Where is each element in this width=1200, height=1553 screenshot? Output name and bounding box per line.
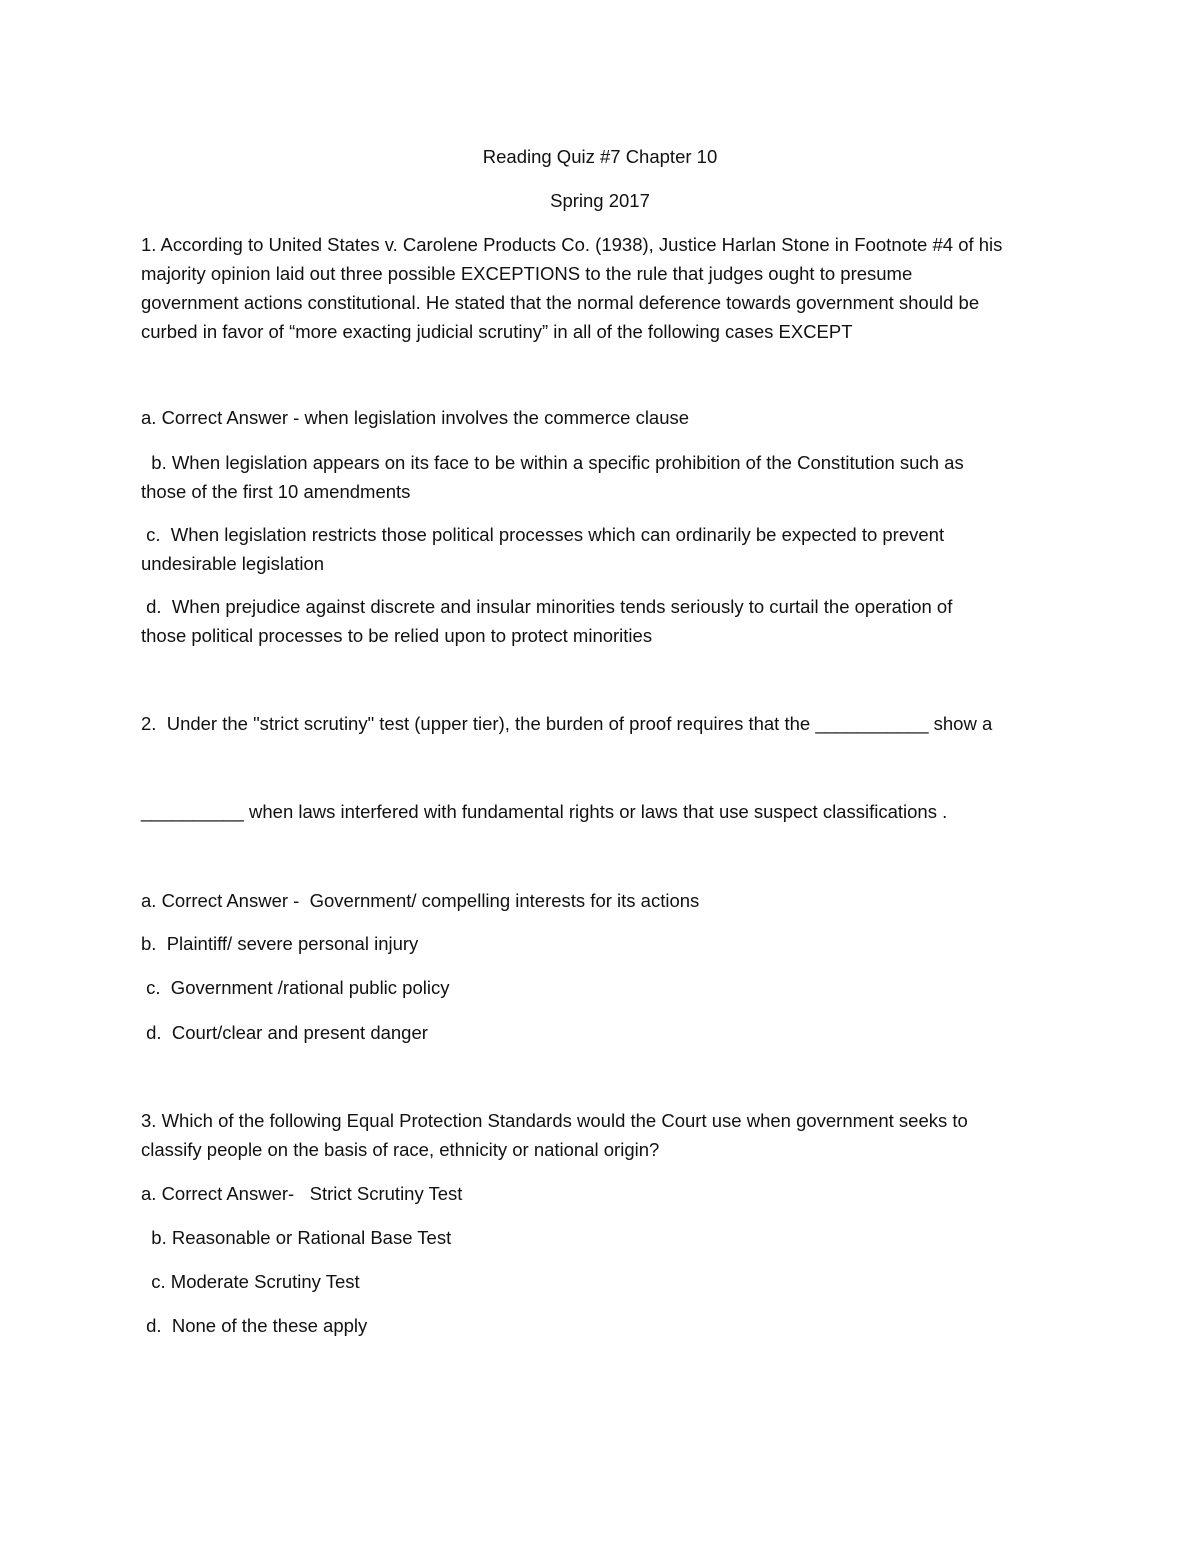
question-1-option-a: a. Correct Answer - when legislation involves the commerce clause <box>141 407 690 428</box>
question-3-text-line-1: 3. Which of the following Equal Protection Standards would the Court use when government seeks to <box>141 1110 968 1131</box>
page-title: Reading Quiz #7 Chapter 10 <box>482 146 718 167</box>
question-3-option-d: d. None of the these apply <box>141 1315 368 1336</box>
question-2-text-line-2: __________ when laws interfered with fundamental rights or laws that use suspect classifications . <box>141 801 948 822</box>
question-2-option-d: d. Court/clear and present danger <box>141 1022 428 1043</box>
question-2-option-c: c. Government /rational public policy <box>141 977 450 998</box>
question-1-option-c-line-2: undesirable legislation <box>141 553 325 574</box>
question-2-option-b: b. Plaintiff/ severe personal injury <box>141 933 419 954</box>
question-3-option-c: c. Moderate Scrutiny Test <box>141 1271 360 1292</box>
question-1-option-d-line-2: those political processes to be relied upon to protect minorities <box>141 625 653 646</box>
question-1-text-line-2: majority opinion laid out three possible EXCEPTIONS to the rule that judges ought to presume <box>141 263 913 284</box>
question-2-text-line-1: 2. Under the "strict scrutiny" test (upper tier), the burden of proof requires that the ___________ show a <box>141 713 993 734</box>
question-3-option-b: b. Reasonable or Rational Base Test <box>141 1227 452 1248</box>
question-1-option-b-line-1: b. When legislation appears on its face to be within a specific prohibition of the Constitution such as <box>141 452 964 473</box>
question-1-option-d-line-1: d. When prejudice against discrete and insular minorities tends seriously to curtail the operation of <box>141 596 953 617</box>
question-1-text-line-4: curbed in favor of “more exacting judicial scrutiny” in all of the following cases EXCEPT <box>141 321 853 342</box>
question-3-option-a: a. Correct Answer- Strict Scrutiny Test <box>141 1183 463 1204</box>
question-1-text-line-3: government actions constitutional. He stated that the normal deference towards government should be <box>141 292 980 313</box>
question-1-option-c-line-1: c. When legislation restricts those political processes which can ordinarily be expected to prevent <box>141 524 945 545</box>
question-2-option-a: a. Correct Answer - Government/ compelling interests for its actions <box>141 890 700 911</box>
page-subtitle-term: Spring 2017 <box>550 190 650 211</box>
question-1-option-b-line-2: those of the first 10 amendments <box>141 481 411 502</box>
question-3-text-line-2: classify people on the basis of race, ethnicity or national origin? <box>141 1139 660 1160</box>
question-1-text-line-1: 1. According to United States v. Carolene Products Co. (1938), Justice Harlan Stone in Footnote #4 of his <box>141 234 1003 255</box>
